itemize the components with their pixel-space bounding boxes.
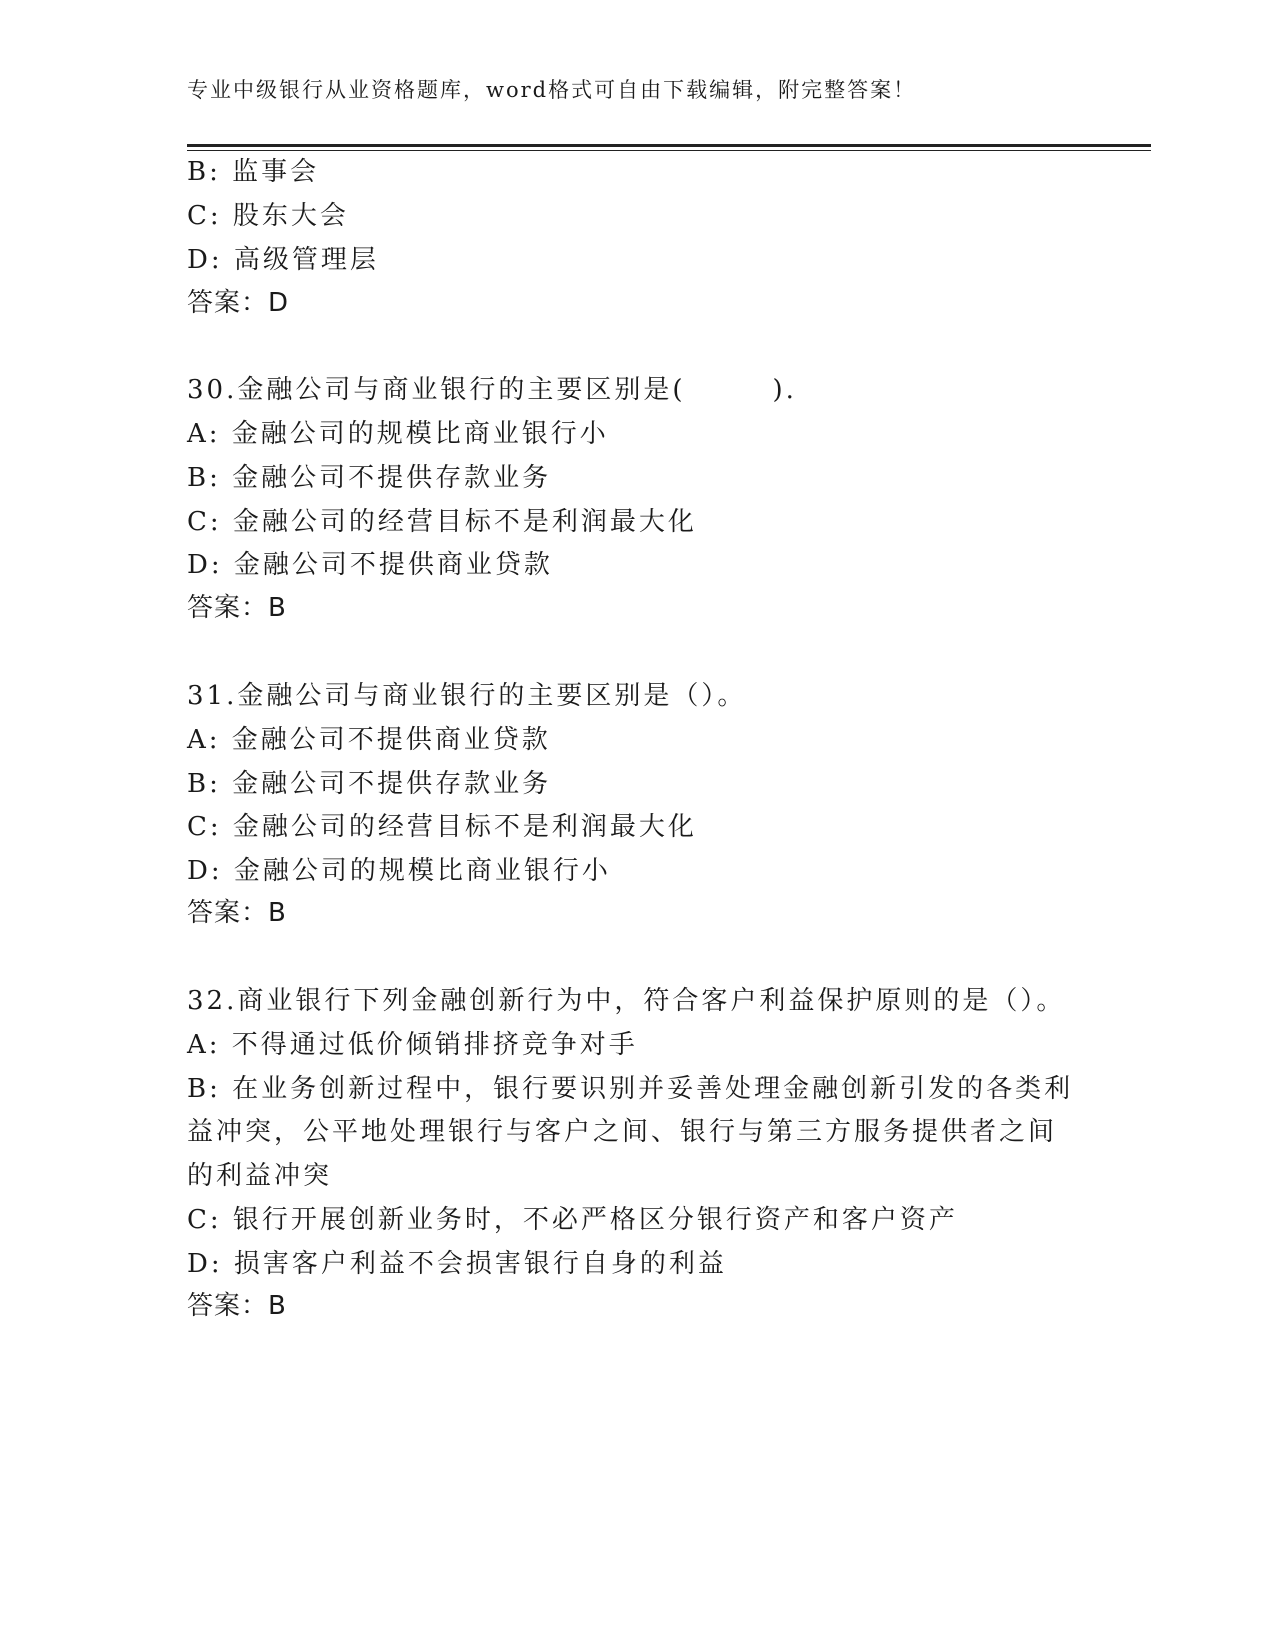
- q32-question: 32.商业银行下列金融创新行为中，符合客户利益保护原则的是（）。: [187, 986, 1066, 1016]
- q32-option-a: A: 不得通过低价倾销排挤竞争对手: [187, 1030, 638, 1060]
- q29-option-d: D: 高级管理层: [187, 245, 379, 275]
- q32-answer: 答案：B: [187, 1291, 287, 1321]
- q29-option-b: B: 监事会: [187, 157, 320, 187]
- page-header: 专业中级银行从业资格题库，word格式可自由下载编辑，附完整答案！: [187, 78, 917, 102]
- q32-option-b-line3: 的利益冲突: [187, 1161, 333, 1191]
- q29-option-c: C: 股东大会: [187, 201, 349, 231]
- q30-answer: 答案：B: [187, 593, 287, 623]
- q31-option-b: B: 金融公司不提供存款业务: [187, 769, 552, 799]
- q30-option-d: D: 金融公司不提供商业贷款: [187, 550, 553, 580]
- q30-option-c: C: 金融公司的经营目标不是利润最大化: [187, 507, 697, 537]
- q31-question: 31.金融公司与商业银行的主要区别是（）。: [187, 681, 747, 711]
- q32-option-b-line2: 益冲突，公平地处理银行与客户之间、银行与第三方服务提供者之间: [187, 1117, 1058, 1147]
- header-divider-thin: [187, 150, 1151, 151]
- q31-option-d: D: 金融公司的规模比商业银行小: [187, 856, 611, 886]
- q30-option-b: B: 金融公司不提供存款业务: [187, 463, 552, 493]
- q30-question: 30.金融公司与商业银行的主要区别是( ).: [187, 375, 797, 405]
- q29-answer: 答案：D: [187, 288, 290, 318]
- q30-option-a: A: 金融公司的规模比商业银行小: [187, 419, 609, 449]
- q32-option-c: C: 银行开展创新业务时，不必严格区分银行资产和客户资产: [187, 1205, 958, 1235]
- q32-option-d: D: 损害客户利益不会损害银行自身的利益: [187, 1249, 727, 1279]
- header-divider-thick: [187, 144, 1151, 147]
- q31-option-c: C: 金融公司的经营目标不是利润最大化: [187, 812, 697, 842]
- q32-option-b-line1: B: 在业务创新过程中，银行要识别并妥善处理金融创新引发的各类利: [187, 1074, 1074, 1104]
- q31-option-a: A: 金融公司不提供商业贷款: [187, 725, 551, 755]
- q31-answer: 答案：B: [187, 898, 287, 928]
